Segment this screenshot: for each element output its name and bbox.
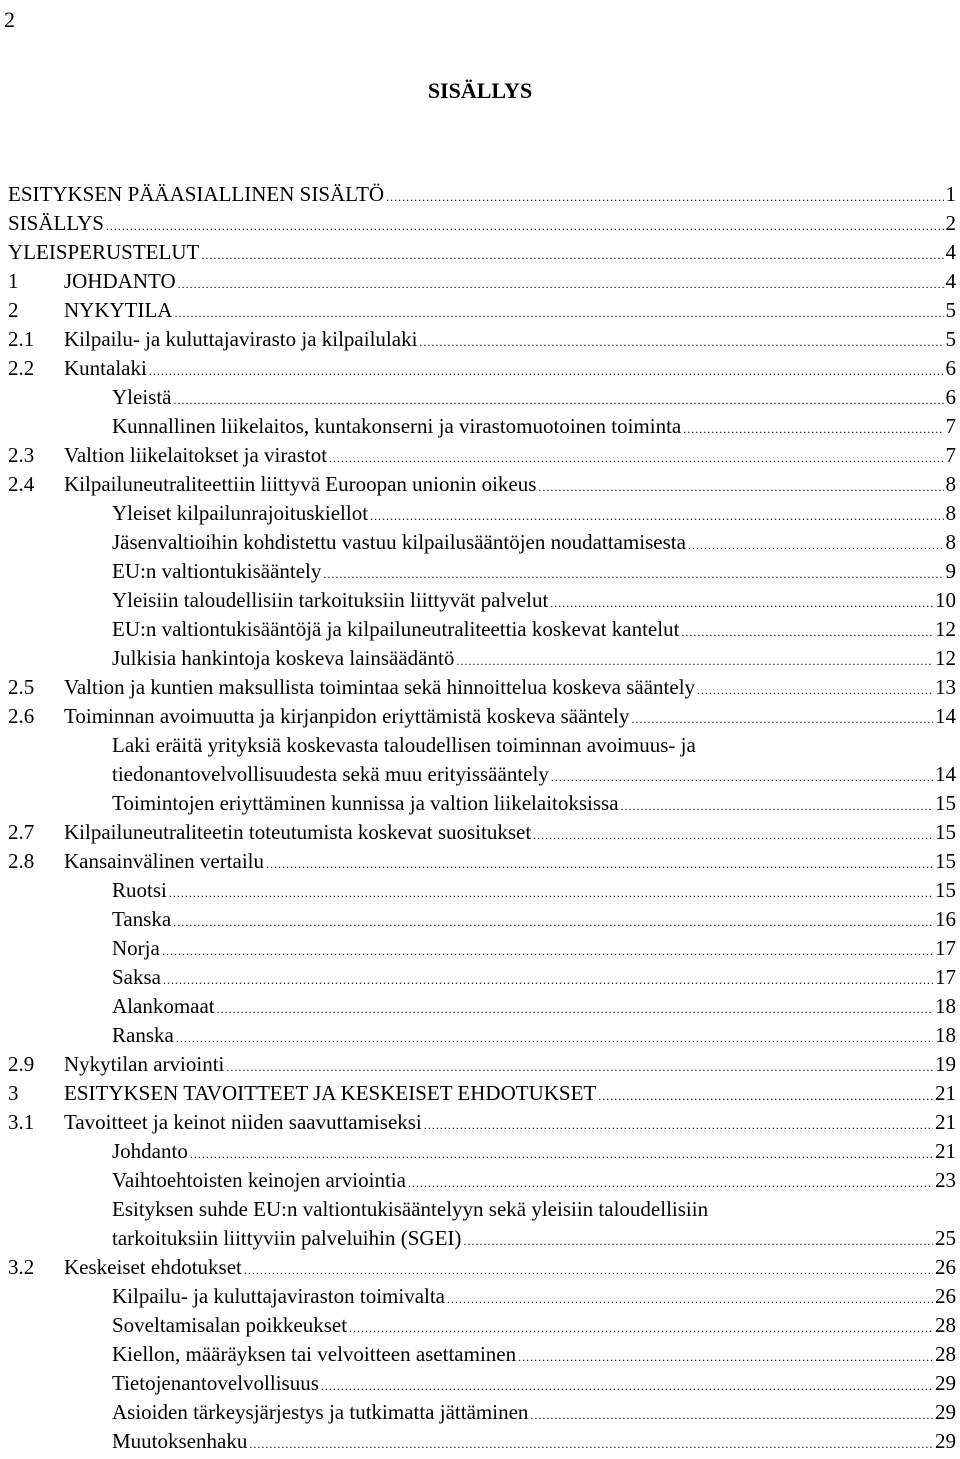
toc-entry[interactable] — [8, 992, 956, 1021]
dot-leader — [190, 1140, 933, 1169]
dot-leader — [162, 937, 933, 966]
toc-entry-line — [112, 615, 956, 647]
toc-entry-line — [112, 905, 956, 937]
toc-entry-page: 15 — [935, 820, 956, 844]
toc-entry[interactable] — [8, 1253, 956, 1282]
toc-entry-page: 7 — [945, 443, 956, 467]
toc-entry-label: Keskeiset ehdotukset — [64, 1255, 242, 1279]
toc-entry-label: EU:n valtiontukisääntöjä ja kilpailuneutraliteettia koskevat kantelut — [112, 617, 680, 641]
dot-leader — [176, 1024, 933, 1053]
dot-leader — [631, 705, 933, 734]
toc-entry-label: Johdanto — [112, 1139, 188, 1163]
toc-entry-line — [64, 1079, 956, 1111]
toc-entry[interactable] — [8, 615, 956, 644]
toc-entry[interactable] — [8, 876, 956, 905]
toc-entry-page: 21 — [935, 1139, 956, 1163]
toc-entry[interactable] — [8, 1021, 956, 1050]
toc-entry-label: Kilpailuneutraliteetin toteutumista koskevat suositukset — [64, 820, 532, 844]
dot-leader — [598, 1082, 933, 1111]
toc-entry-page: 29 — [935, 1371, 956, 1395]
dot-leader — [621, 792, 933, 821]
toc-entry-line — [112, 644, 956, 676]
dot-leader — [173, 386, 943, 415]
toc-entry-page: 12 — [935, 646, 956, 670]
page-title: SISÄLLYS — [427, 78, 533, 103]
toc-entry[interactable] — [8, 673, 956, 702]
toc-entry-label: Toimintojen eriyttäminen kunnissa ja valtion liikelaitoksissa — [112, 791, 619, 815]
toc-entry-page: 8 — [945, 472, 956, 496]
toc-entry-number: 3.2 — [8, 1255, 35, 1279]
toc-entry-label: Valtion liikelaitokset ja virastot — [64, 443, 328, 467]
toc-entry-line — [112, 934, 956, 966]
toc-entry-line — [112, 1311, 956, 1343]
toc-entry-line — [64, 354, 956, 386]
toc-entry-label: Alankomaat — [112, 994, 215, 1018]
toc-entry-label: ESITYKSEN PÄÄASIALLINEN SISÄLTÖ — [8, 182, 385, 206]
toc-entry-label: Valtion ja kuntien maksullista toimintaa sekä hinnoittelua koskeva sääntely — [64, 675, 696, 699]
dot-leader — [163, 966, 933, 995]
toc-entry-page: 16 — [935, 907, 956, 931]
toc-entry-page: 19 — [935, 1052, 956, 1076]
toc-entry-line — [64, 1253, 956, 1285]
toc-entry[interactable] — [8, 238, 956, 267]
toc-entry-label: Kuntalaki — [64, 356, 147, 380]
toc-entry[interactable] — [8, 180, 956, 209]
toc-entry-line — [64, 267, 956, 299]
dot-leader — [463, 1227, 933, 1256]
toc-entry-label-line1: Esityksen suhde EU:n valtiontukisääntelyyn sekä yleisiin taloudellisiin — [112, 1197, 709, 1221]
toc-entry-line — [64, 1050, 956, 1082]
dot-leader — [681, 618, 933, 647]
toc-entry-page: 13 — [935, 675, 956, 699]
toc-entry-line — [112, 412, 956, 444]
toc-entry-number: 2.2 — [8, 356, 35, 380]
toc-entry-label: Tietojenantovelvollisuus — [112, 1371, 319, 1395]
toc-entry-line — [64, 296, 956, 328]
toc-entry[interactable] — [8, 644, 956, 673]
dot-leader — [266, 850, 933, 879]
toc-entry-label: SISÄLLYS — [8, 211, 104, 235]
toc-entry-label: YLEISPERUSTELUT — [8, 240, 200, 264]
toc-entry-label: Kilpailuneutraliteettiin liittyvä Euroopan unionin oikeus — [64, 472, 537, 496]
toc-entry-line — [64, 673, 956, 705]
toc-entry[interactable] — [8, 702, 956, 731]
dot-leader — [169, 879, 933, 908]
toc-entry-page: 8 — [945, 501, 956, 525]
toc-entry-label: Asioiden tärkeysjärjestys ja tutkimatta jättäminen — [112, 1400, 529, 1424]
toc-entry-line — [112, 1282, 956, 1314]
toc-entry-page: 18 — [935, 1023, 956, 1047]
toc-entry-line — [112, 1427, 956, 1459]
toc-entry-page: 10 — [935, 588, 956, 612]
toc-entry-page: 28 — [935, 1313, 956, 1337]
toc-entry[interactable] — [8, 470, 956, 499]
toc-entry-label: Kilpailu- ja kuluttajavirasto ja kilpailulaki — [64, 327, 418, 351]
dot-leader — [329, 444, 943, 473]
toc-entry[interactable] — [8, 383, 956, 412]
toc-entry-line — [112, 876, 956, 908]
toc-entry-label: Yleistä — [112, 385, 172, 409]
toc-entry[interactable] — [8, 296, 956, 325]
dot-leader — [424, 1111, 933, 1140]
dot-leader — [408, 1169, 933, 1198]
toc-entry[interactable] — [8, 1108, 956, 1137]
dot-leader — [173, 908, 933, 937]
toc-entry[interactable] — [8, 1079, 956, 1108]
toc-entry-label: Vaihtoehtoisten keinojen arviointia — [112, 1168, 406, 1192]
toc-entry[interactable] — [8, 209, 956, 238]
dot-leader — [533, 821, 933, 850]
toc-entry[interactable] — [8, 1282, 956, 1311]
toc-entry-line — [64, 1108, 956, 1140]
toc-entry-page: 12 — [935, 617, 956, 641]
toc-entry-page: 6 — [945, 385, 956, 409]
toc-entry-label: tarkoituksiin liittyviin palveluihin (SGEI) — [112, 1226, 462, 1250]
toc-entry-number: 2.1 — [8, 327, 35, 351]
toc-entry[interactable] — [8, 412, 956, 441]
toc-entry-line — [64, 470, 956, 502]
toc-entry-label: Muutoksenhaku — [112, 1429, 248, 1453]
dot-leader — [419, 328, 943, 357]
toc-entry-page: 17 — [935, 936, 956, 960]
dot-leader — [201, 241, 943, 270]
toc-entry-label: Saksa — [112, 965, 161, 989]
toc-entry-page: 1 — [945, 182, 956, 206]
toc-entry-line — [112, 789, 956, 821]
toc-entry[interactable] — [8, 789, 956, 818]
toc-entry-page: 29 — [935, 1400, 956, 1424]
dot-leader — [688, 531, 944, 560]
toc-entry-page: 23 — [935, 1168, 956, 1192]
toc-entry-label: EU:n valtiontukisääntely — [112, 559, 322, 583]
toc-entry-page: 25 — [935, 1226, 956, 1250]
toc-entry[interactable] — [8, 267, 956, 296]
toc-entry-page: 21 — [935, 1110, 956, 1134]
toc-entry-line — [8, 209, 956, 241]
toc-entry[interactable] — [8, 1050, 956, 1079]
dot-leader — [106, 212, 944, 241]
toc-entry-line — [112, 1224, 956, 1256]
toc-entry-page: 18 — [935, 994, 956, 1018]
toc-entry-line — [112, 586, 956, 618]
toc-entry-label: tiedonantovelvollisuudesta sekä muu erityissääntely — [112, 762, 549, 786]
dot-leader — [178, 270, 944, 299]
dot-leader — [349, 1314, 933, 1343]
toc-entry[interactable] — [8, 934, 956, 963]
toc-entry-line — [64, 702, 956, 734]
dot-leader — [249, 1430, 933, 1459]
toc-entry[interactable] — [8, 1398, 956, 1427]
toc-entry-label: Julkisia hankintoja koskeva lainsäädäntö — [112, 646, 455, 670]
toc-entry-number: 2.3 — [8, 443, 35, 467]
toc-entry-page: 5 — [945, 327, 956, 351]
toc-entry-line — [112, 383, 956, 415]
toc-entry-label: Toiminnan avoimuutta ja kirjanpidon eriyttämistä koskeva sääntely — [64, 704, 630, 728]
toc-entry[interactable] — [8, 963, 956, 992]
toc-entry-page: 15 — [935, 791, 956, 815]
dot-leader — [550, 589, 933, 618]
toc-entry[interactable] — [8, 1311, 956, 1340]
toc-entry[interactable] — [8, 499, 956, 528]
toc-entry-line — [112, 499, 956, 531]
dot-leader — [697, 676, 933, 705]
toc-entry-page: 21 — [935, 1081, 956, 1105]
toc-entry-label: Ruotsi — [112, 878, 167, 902]
toc-entry-line — [112, 1340, 956, 1372]
toc-entry-page: 15 — [935, 878, 956, 902]
toc-entry-label: Tavoitteet ja keinot niiden saavuttamiseksi — [64, 1110, 422, 1134]
toc-entry-number: 2.9 — [8, 1052, 35, 1076]
toc-entry-line — [112, 992, 956, 1024]
toc-entry[interactable] — [8, 731, 956, 789]
toc-entry[interactable] — [8, 1427, 956, 1456]
toc-entry-number: 3.1 — [8, 1110, 35, 1134]
toc-entry-label: Kunnallinen liikelaitos, kuntakonserni ja virastomuotoinen toiminta — [112, 414, 682, 438]
toc-entry[interactable] — [8, 818, 956, 847]
toc-entry[interactable] — [8, 905, 956, 934]
toc-entry-label-line1: Laki eräitä yrityksiä koskevasta taloudellisen toiminnan avoimuus- ja — [112, 733, 696, 757]
toc-entry-line — [64, 818, 956, 850]
dot-leader — [244, 1256, 933, 1285]
toc-entry-line — [64, 847, 956, 879]
toc-entry-line — [112, 528, 956, 560]
toc-entry-page: 17 — [935, 965, 956, 989]
toc-entry-label: Kilpailu- ja kuluttajaviraston toimivalta — [112, 1284, 446, 1308]
toc-entry-label: Norja — [112, 936, 160, 960]
toc-entry-line — [112, 1166, 956, 1198]
toc-entry-page: 5 — [945, 298, 956, 322]
toc-entry-number: 2.6 — [8, 704, 35, 728]
toc-entry-page: 26 — [935, 1284, 956, 1308]
toc-entry-page: 14 — [935, 704, 956, 728]
toc-entry-label: Soveltamisalan poikkeukset — [112, 1313, 348, 1337]
toc-entry[interactable] — [8, 847, 956, 876]
toc-entry-page: 15 — [935, 849, 956, 873]
toc-entry-page: 26 — [935, 1255, 956, 1279]
toc-entry-number: 3 — [8, 1081, 19, 1105]
toc-entry-label: Kansainvälinen vertailu — [64, 849, 265, 873]
toc-entry-line — [112, 1021, 956, 1053]
toc-entry-line — [112, 760, 956, 792]
toc-entry-label: Yleiset kilpailunrajoituskiellot — [112, 501, 369, 525]
toc-entry-label: Tanska — [112, 907, 172, 931]
dot-leader — [323, 560, 943, 589]
toc-entry-number: 2 — [8, 298, 19, 322]
dot-leader — [456, 647, 933, 676]
toc-entry-line — [112, 1398, 956, 1430]
toc-entry-page: 4 — [945, 269, 956, 293]
toc-entry-number: 2.7 — [8, 820, 35, 844]
page-number: 2 — [4, 7, 15, 32]
toc-entry-page: 2 — [945, 211, 956, 235]
dot-leader — [174, 299, 943, 328]
toc-entry[interactable] — [8, 528, 956, 557]
toc-entry[interactable] — [8, 325, 956, 354]
toc-entry-number: 2.4 — [8, 472, 35, 496]
toc-entry-label: Jäsenvaltioihin kohdistettu vastuu kilpailusääntöjen noudattamisesta — [112, 530, 686, 554]
toc-entry[interactable] — [8, 441, 956, 470]
toc-entry-page: 9 — [945, 559, 956, 583]
dot-leader — [149, 357, 944, 386]
toc-entry-number: 1 — [8, 269, 19, 293]
toc-entry-line — [8, 238, 956, 270]
toc-entry-page: 4 — [945, 240, 956, 264]
toc-entry-page: 14 — [935, 762, 956, 786]
toc-entry[interactable] — [8, 586, 956, 615]
toc-entry-page: 8 — [945, 530, 956, 554]
toc-entry[interactable] — [8, 1369, 956, 1398]
toc-entry[interactable] — [8, 557, 956, 586]
dot-leader — [683, 415, 943, 444]
dot-leader — [551, 763, 933, 792]
toc-entry[interactable] — [8, 1340, 956, 1369]
dot-leader — [217, 995, 933, 1024]
dot-leader — [518, 1343, 933, 1372]
toc-entry-page: 29 — [935, 1429, 956, 1453]
dot-leader — [538, 473, 943, 502]
dot-leader — [370, 502, 943, 531]
toc-entry-number: 2.8 — [8, 849, 35, 873]
toc-entry-line — [112, 1137, 956, 1169]
table-of-contents — [8, 180, 956, 1456]
toc-entry-label: JOHDANTO — [64, 269, 176, 293]
toc-entry[interactable] — [8, 1195, 956, 1253]
toc-entry-page: 7 — [945, 414, 956, 438]
toc-entry-label: Kiellon, määräyksen tai velvoitteen asettaminen — [112, 1342, 517, 1366]
toc-entry-line — [64, 441, 956, 473]
toc-entry-line — [112, 963, 956, 995]
toc-entry[interactable] — [8, 1166, 956, 1195]
dot-leader — [447, 1285, 933, 1314]
toc-entry-label: Yleisiin taloudellisiin tarkoituksiin liittyvät palvelut — [112, 588, 549, 612]
dot-leader — [226, 1053, 933, 1082]
toc-entry-line — [112, 557, 956, 589]
toc-entry-page: 28 — [935, 1342, 956, 1366]
toc-entry-line — [112, 1369, 956, 1401]
toc-entry[interactable] — [8, 354, 956, 383]
toc-entry-label: ESITYKSEN TAVOITTEET JA KESKEISET EHDOTUKSET — [64, 1081, 597, 1105]
toc-entry-label: NYKYTILA — [64, 298, 173, 322]
toc-entry-line — [8, 180, 956, 212]
toc-entry[interactable] — [8, 1137, 956, 1166]
toc-entry-label: Ranska — [112, 1023, 174, 1047]
dot-leader — [530, 1401, 933, 1430]
toc-entry-page: 6 — [945, 356, 956, 380]
toc-entry-number: 2.5 — [8, 675, 35, 699]
dot-leader — [386, 183, 943, 212]
toc-entry-line — [64, 325, 956, 357]
toc-entry-label: Nykytilan arviointi — [64, 1052, 225, 1076]
